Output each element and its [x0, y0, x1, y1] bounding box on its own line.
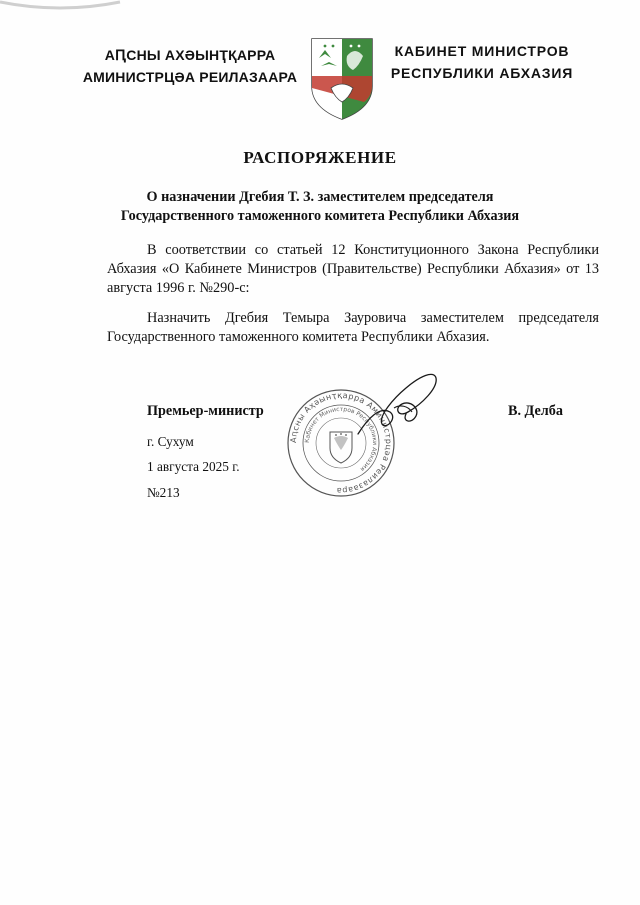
document-number: №213: [147, 485, 180, 500]
subject-line1: О назначении Дгебия Т. З. заместителем председателя: [146, 189, 494, 205]
document-subject: [0, 188, 640, 226]
coat-of-arms-icon: [309, 36, 375, 122]
paragraph-basis: [107, 241, 599, 298]
document-date: 1 августа 2025 г.: [147, 459, 240, 474]
handwritten-signature: [350, 368, 450, 438]
paragraph-basis-text: В соответствии со статьей 12 Конституционного Закона Республики Абхазия «О Кабинете Министров (Правительстве) Республики Абхазия» от 13 августа 1996 г. №290-с:: [107, 242, 599, 296]
subject-line2: Государственного таможенного комитета Республики Абхазия: [120, 208, 520, 224]
seal-inner-text: Кабинет Министров Республики Абхазия: [303, 405, 379, 473]
document-city: г. Сухум: [147, 434, 194, 449]
header-left-line2: АМИНИСТРЦӘА РЕИЛАЗААРА: [82, 69, 298, 85]
seal-outer-text: Аԥсны Аҳәынҭқарра Аминистрцәа Реилазаара: [288, 390, 394, 496]
signatory-title: Премьер-министр: [147, 403, 264, 419]
paragraph-order-text: Назначить Дгебия Темыра Зауровича заместителем председателя Государственного таможенного комитета Республики Абхазия.: [107, 310, 599, 345]
header-right-russian: [378, 40, 586, 84]
document-title: РАСПОРЯЖЕНИЕ: [243, 148, 397, 167]
paragraph-order: [107, 309, 599, 347]
signatory-name: В. Делба: [508, 403, 563, 419]
header-right-line2: РЕСПУБЛИКИ АБХАЗИЯ: [390, 65, 574, 81]
scan-artifact: [0, 0, 130, 14]
header-left-abkhaz: [70, 44, 310, 88]
header-right-line1: КАБИНЕТ МИНИСТРОВ: [394, 43, 570, 59]
header-left-line1: АԤСНЫ АХӘЫНҬҚАРРА: [104, 47, 276, 63]
